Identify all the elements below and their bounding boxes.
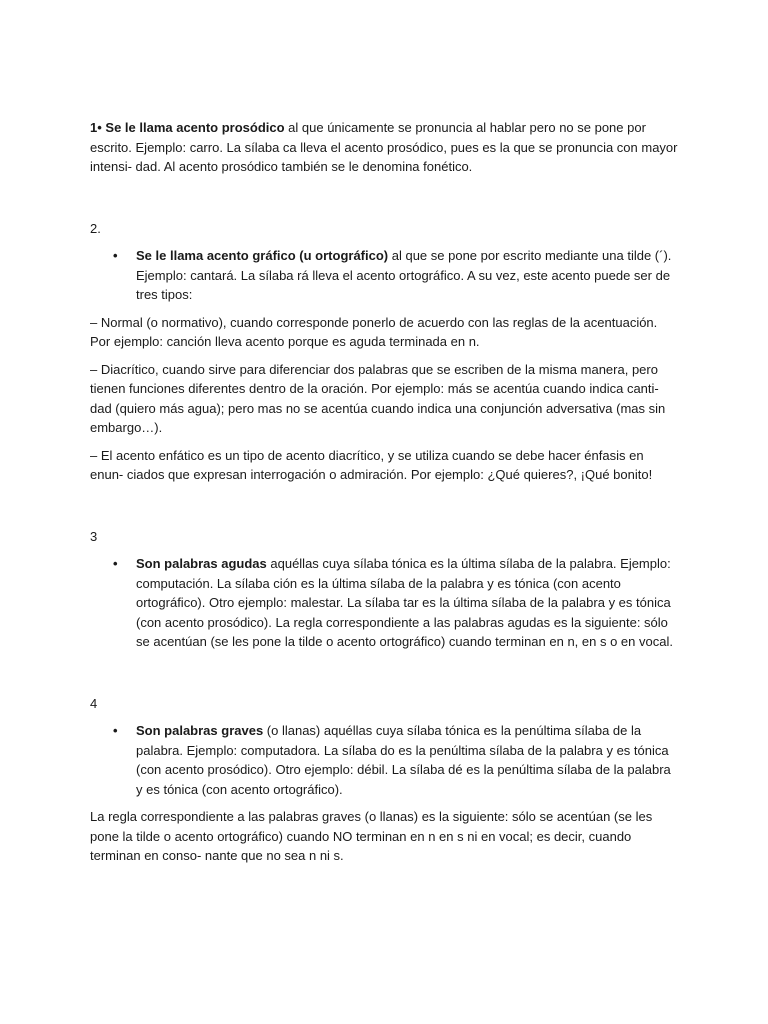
section-4-bullet-text: (o llanas) aquéllas cuya sílaba tónica es la penúltima sílaba de la palabra. Ejemplo: computadora. La sílaba do es la penúltima sílaba de la palabra y es tónica (con acento prosódico). Otro ejemplo: débil. La sílaba dé es la penúltima sílaba de la palabra y es tónica (con acento ortográfico). [136,723,671,797]
spacer [90,652,680,694]
section-2-bullet-lead: Se le llama acento gráfico (u ortográfico) [136,248,389,263]
section-3-bullet-lead: Son palabras agudas [136,556,267,571]
section-2-bullet-text: al que se pone por escrito mediante una tilde (´). Ejemplo: cantará. La sílaba rá lleva el acento ortográfico. A su vez, este acento puede ser de tres tipos: [136,248,672,302]
section-2-paragraph-enfatico: – El acento enfático es un tipo de acento diacrítico, y se utiliza cuando se debe hacer énfasis en enun- ciados que expresan interrogación o admiración. Por ejemplo: ¿Qué quieres?, ¡Qué bonito! [90,447,653,482]
section-2-bullet [90,246,680,305]
section-3-number: 3 [90,528,98,544]
section-4-paragraph-rule: La regla correspondiente a las palabras graves (o llanas) es la siguiente: sólo se acentúan (se les pone la tilde o acento ortográfico) cuando NO terminan en n en s ni en vocal; es decir, cuando terminan en conso- nante que no sea n ni s. [90,809,653,863]
section-2-paragraph-diacritico: – Diacrítico, cuando sirve para diferenciar dos palabras que se escriben de la misma manera, pero tienen funciones diferentes dentro de la oración. Por ejemplo: más se acentúa cuando indica canti- dad (quiero más agua); pero mas no se acentúa cuando indica una conjunción adversativa (mas sin embargo…). [90,361,666,435]
spacer [90,485,680,527]
document-page [90,118,680,866]
section-3-bullet-text: aquéllas cuya sílaba tónica es la última sílaba de la palabra. Ejemplo: computación. La sílaba ción es la última sílaba de la palabra y es tónica (con acento ortográfico). Otro ejemplo: malestar. La sílaba tar es la última sílaba de la palabra y es tónica (con acento prosódico). La regla correspondiente a las palabras agudas es la siguiente: sólo se acentúan (se les pone la tilde o acento ortográfico) cuando terminan en n, en s o en vocal. [136,556,673,649]
section-4-bullet-lead: Son palabras graves [136,723,264,738]
bullet-icon: • [113,556,118,571]
spacer [90,177,680,219]
section-2-number: 2. [90,220,101,236]
section-1-lead: 1• Se le llama acento prosódico [90,120,285,135]
section-1-paragraph [90,118,680,177]
section-3-bullet [90,554,680,652]
section-4-number: 4 [90,695,98,711]
bullet-icon: • [113,723,118,738]
section-1-text: al que únicamente se pronuncia al hablar pero no se pone por escrito. Ejemplo: carro. La sílaba ca lleva el acento prosódico, pues es la que se pronuncia con mayor intensi- dad. Al acento prosódico también se le denomina fonético. [90,120,678,174]
bullet-icon: • [113,248,118,263]
section-2-paragraph-normal: – Normal (o normativo), cuando corresponde ponerlo de acuerdo con las reglas de la acentuación. Por ejemplo: canción lleva acento porque es aguda terminada en n. [90,314,658,349]
section-4-bullet [90,721,680,799]
